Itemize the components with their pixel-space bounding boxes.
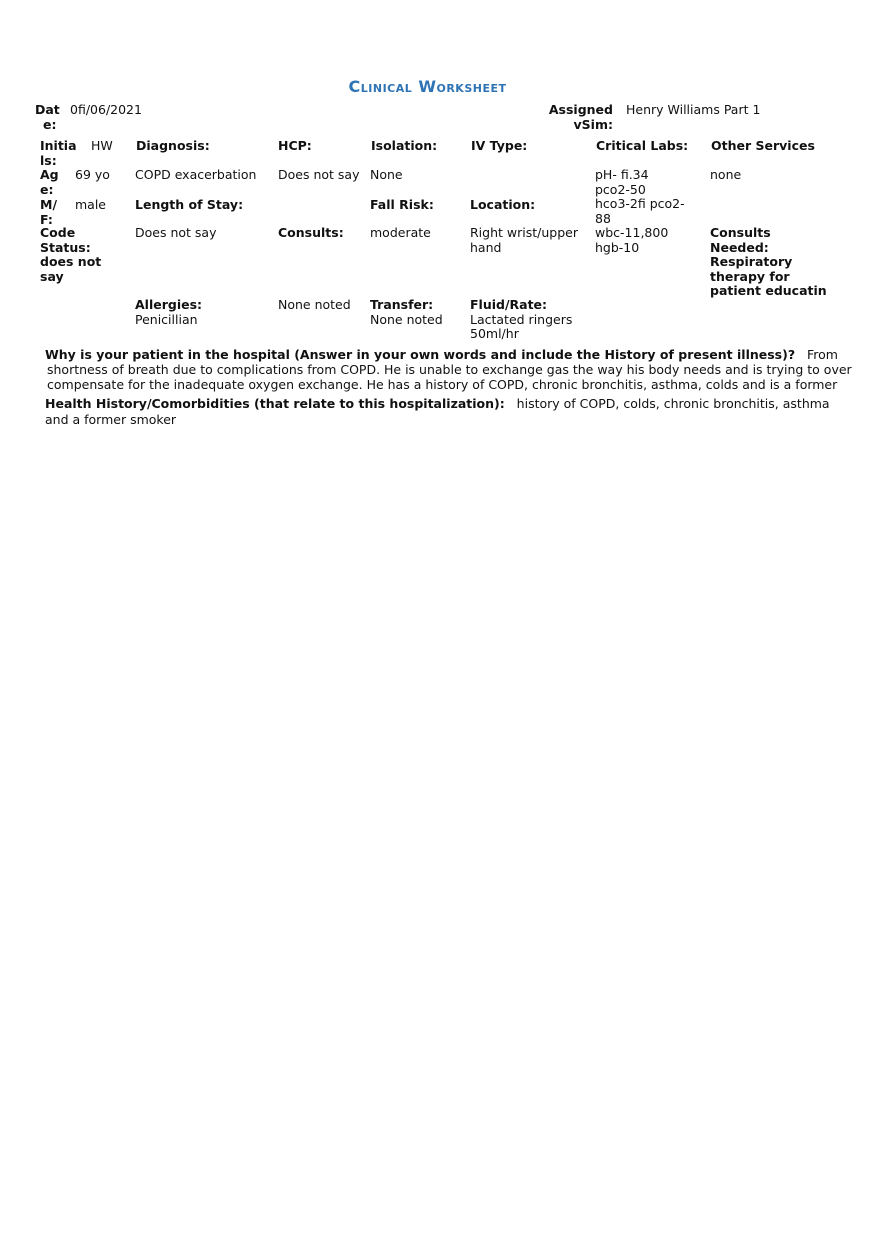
label-line: F: bbox=[40, 211, 53, 227]
date-label bbox=[35, 103, 60, 132]
diagnosis-label: Diagnosis: bbox=[136, 138, 210, 153]
why-question: Why is your patient in the hospital (Answer in your own words and include the History of present illness)? bbox=[45, 347, 796, 362]
line: Consults bbox=[710, 225, 771, 240]
lab-line: hgb-10 bbox=[595, 239, 640, 255]
transfer bbox=[370, 298, 443, 327]
transfer-label: Transfer: bbox=[370, 297, 434, 312]
page-title: Clinical Worksheet bbox=[348, 77, 507, 96]
other-services-label: Other Services bbox=[711, 138, 815, 153]
location-label: Location: bbox=[470, 197, 536, 212]
vsim-label-line: Assigned bbox=[548, 102, 613, 117]
date-label-line: Dat bbox=[35, 102, 60, 117]
location-value bbox=[470, 226, 578, 255]
why-answer-line: shortness of breath due to complications from COPD. He is unable to exchange gas the way his body needs and is trying to over bbox=[47, 362, 852, 377]
allergies-value: Penicillian bbox=[135, 311, 198, 327]
lab-line: pco2-50 bbox=[595, 181, 646, 197]
iv-type-label: IV Type: bbox=[471, 138, 528, 153]
value-line: Right wrist/upper bbox=[470, 225, 578, 240]
lab-line: hco3-2fi pco2- bbox=[595, 196, 685, 211]
lab-line: 88 bbox=[595, 210, 611, 226]
consults-label: Consults: bbox=[278, 225, 344, 240]
label-line: ls: bbox=[40, 152, 57, 168]
label-line: M/ bbox=[40, 197, 58, 212]
allergies-note: None noted bbox=[278, 297, 351, 312]
label-line: say bbox=[40, 268, 64, 284]
why-answer-line: compensate for the inadequate oxygen exchange. He has a history of COPD, chronic bronchitis, asthma, colds and is a former bbox=[47, 377, 838, 392]
history-line bbox=[45, 397, 830, 412]
length-of-stay-label: Length of Stay: bbox=[135, 197, 244, 212]
initials-label bbox=[40, 139, 77, 168]
fall-risk-value: moderate bbox=[370, 225, 431, 240]
other-services-value: none bbox=[710, 167, 742, 182]
line: therapy for bbox=[710, 268, 790, 284]
initials-value: HW bbox=[91, 138, 113, 153]
isolation-value: None bbox=[370, 167, 403, 182]
sex-label bbox=[40, 198, 57, 227]
value-line: hand bbox=[470, 239, 502, 255]
code-status bbox=[40, 226, 101, 284]
why-answer-line: From bbox=[807, 347, 838, 362]
history-answer-line: history of COPD, colds, chronic bronchitis, asthma bbox=[516, 396, 830, 411]
label-line: Ag bbox=[40, 167, 59, 182]
line: patient educatin bbox=[710, 283, 827, 298]
vsim-label-line: vSim: bbox=[573, 116, 613, 132]
lab-line: pH- fi.34 bbox=[595, 167, 649, 182]
lab-line: wbc-11,800 bbox=[595, 225, 669, 240]
line: Respiratory bbox=[710, 254, 793, 269]
fluid-value-line: 50ml/hr bbox=[470, 326, 519, 341]
label-line: Initia bbox=[40, 138, 77, 153]
label-line: Status: bbox=[40, 239, 91, 255]
history-answer-line: and a former smoker bbox=[45, 412, 177, 427]
isolation-label: Isolation: bbox=[371, 138, 438, 153]
vsim-label bbox=[540, 103, 613, 132]
date-value: 0fi/06/2021 bbox=[70, 102, 142, 117]
label-line: does not bbox=[40, 254, 102, 269]
allergies bbox=[135, 298, 202, 327]
diagnosis-value: COPD exacerbation bbox=[135, 167, 257, 182]
label-line: Code bbox=[40, 225, 76, 240]
label-line: e: bbox=[40, 181, 54, 197]
history-question: Health History/Comorbidities (that relate to this hospitalization): bbox=[45, 396, 505, 411]
consults-needed bbox=[710, 226, 827, 299]
critical-labs-label: Critical Labs: bbox=[596, 138, 689, 153]
age-label bbox=[40, 168, 59, 197]
date-label-line: e: bbox=[43, 116, 57, 132]
age-value: 69 yo bbox=[75, 167, 110, 182]
fall-risk-label: Fall Risk: bbox=[370, 197, 434, 212]
fluid-label: Fluid/Rate: bbox=[470, 297, 548, 312]
vsim-value: Henry Williams Part 1 bbox=[626, 102, 761, 117]
hcp-label: HCP: bbox=[278, 138, 312, 153]
transfer-value: None noted bbox=[370, 311, 443, 327]
allergies-label: Allergies: bbox=[135, 297, 203, 312]
why-question-line bbox=[45, 348, 838, 363]
fluid-rate bbox=[470, 298, 572, 342]
line: Needed: bbox=[710, 239, 769, 255]
sex-value: male bbox=[75, 197, 106, 212]
fluid-value-line: Lactated ringers bbox=[470, 311, 573, 327]
critical-labs-value bbox=[595, 168, 685, 255]
hcp-value: Does not say bbox=[278, 167, 360, 182]
length-of-stay-value: Does not say bbox=[135, 225, 217, 240]
